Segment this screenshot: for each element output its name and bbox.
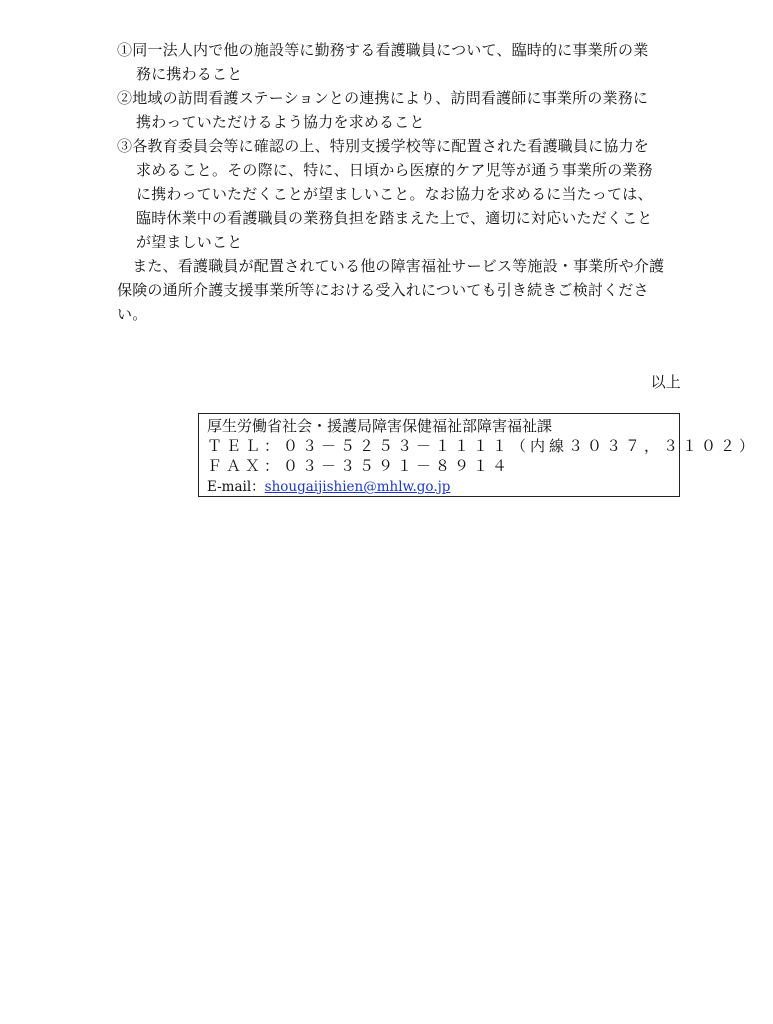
paragraph-line-1: また、看護職員が配置されている他の障害福祉サービス等施設・事業所や介護: [117, 257, 665, 275]
list-item-1-line-1: ①同一法人内で他の施設等に勤務する看護職員について、臨時的に事業所の業: [117, 41, 649, 59]
contact-department: 厚生労働省社会・援護局障害保健福祉部障害福祉課: [207, 417, 553, 435]
contact-fax: ＦＡＸ：０３－３５９１－８９１４: [207, 457, 512, 475]
list-item-3-line-3: に携わっていただくことが望ましいこと。なお協力を求めるに当たっては、: [136, 185, 653, 203]
list-item-3-line-4: 臨時休業中の看護職員の業務負担を踏まえた上で、適切に対応いただくこと: [136, 209, 653, 227]
contact-email-row: [207, 476, 671, 497]
paragraph-line-2: 保険の通所介護支援事業所等における受入れについても引き続きご検討くださ: [117, 281, 649, 299]
signoff-text: 以上: [650, 373, 681, 391]
list-item-3-line-2: 求めること。その際に、特に、日頃から医療的ケア児等が通う事業所の業務: [136, 161, 653, 179]
contact-email-label: E-mail：: [207, 479, 265, 495]
list-item-2-line-2: 携わっていただけるよう協力を求めること: [136, 113, 425, 131]
contact-tel: ＴＥＬ：０３－５２５３－１１１１（内線３０３７，３１０２）: [207, 437, 759, 455]
list-item-3-line-5: が望ましいこと: [136, 233, 243, 251]
paragraph-line-3: い。: [117, 305, 148, 323]
list-item-1-line-2: 務に携わること: [136, 65, 243, 83]
list-item-2-line-1: ②地域の訪問看護ステーションとの連携により、訪問看護師に事業所の業務に: [117, 89, 649, 107]
contact-box: [198, 413, 759, 497]
list-item-3-line-1: ③各教育委員会等に確認の上、特別支援学校等に配置された看護職員に協力を: [117, 137, 650, 155]
contact-email-link[interactable]: shougaijishien@mhlw.go.jp: [264, 479, 451, 495]
